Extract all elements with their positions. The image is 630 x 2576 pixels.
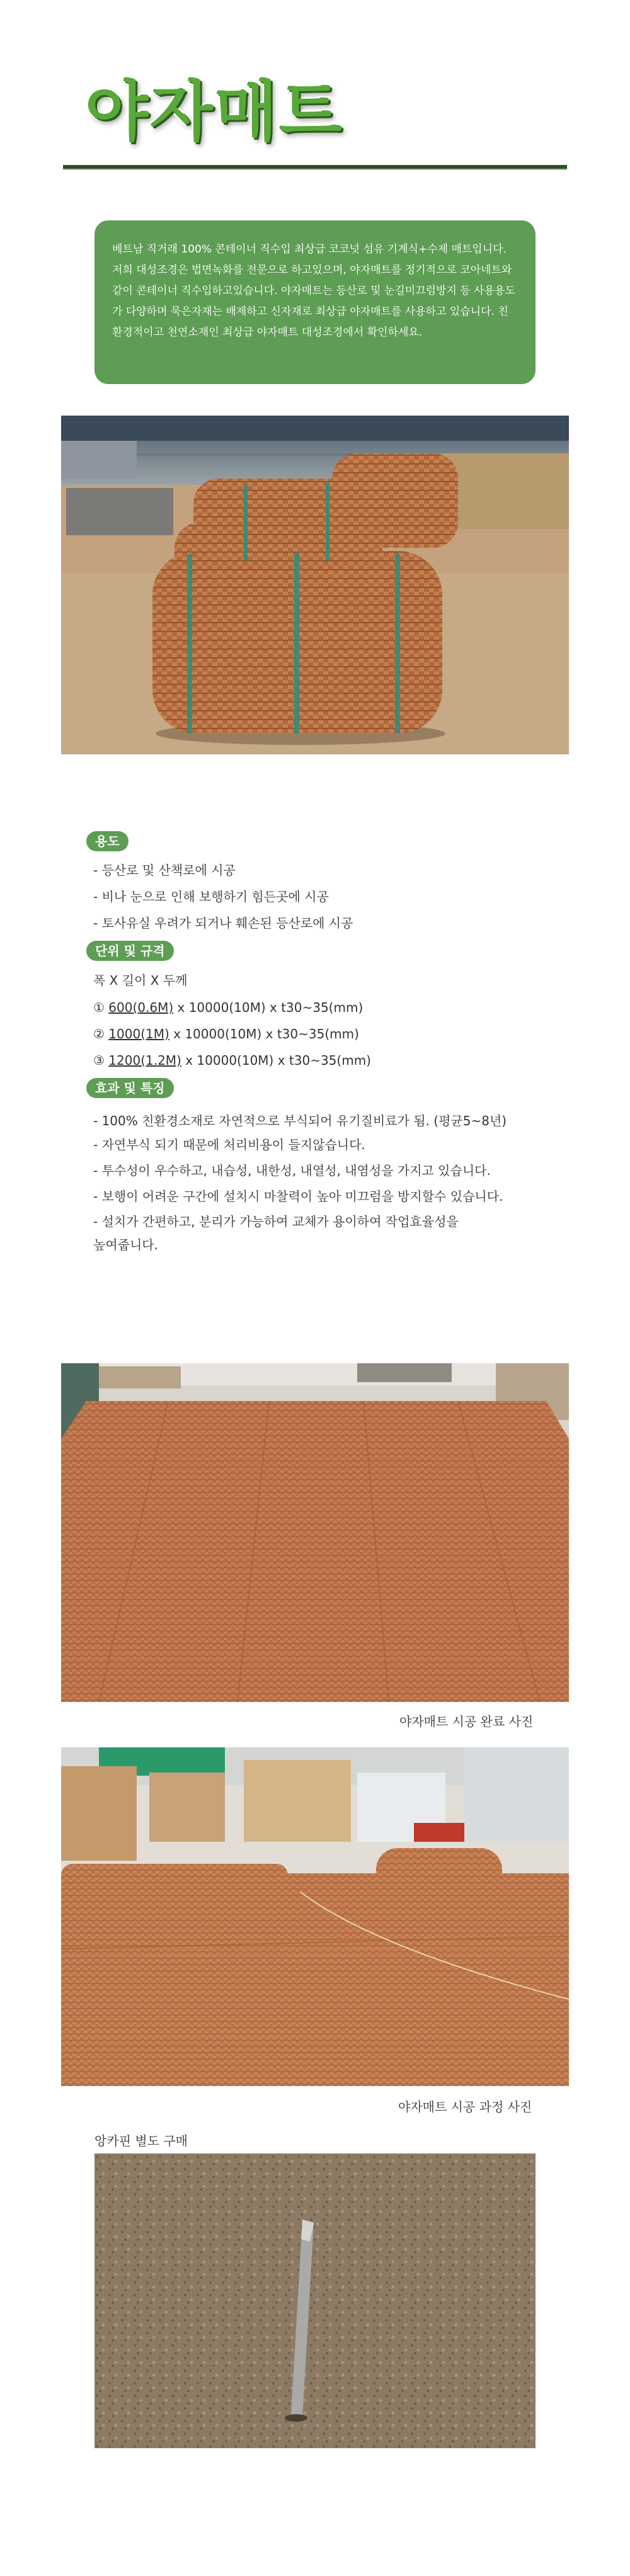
feature-item-4: - 보행이 어려운 구간에 설치시 마찰력이 높아 미끄럼을 방지할수 있습니다. [93,1189,503,1204]
rolled-mats-image [61,416,569,754]
feature-item-6: 높여줍니다. [93,1237,158,1252]
feature-item-3: - 투수성이 우수하고, 내습성, 내한성, 내열성, 내염성을 가지고 있습니다. [93,1163,491,1178]
spec-row-2 [93,1026,359,1041]
spec-row-num: ② [93,1026,105,1041]
feature-item-5: - 설치가 간편하고, 분리가 가능하여 교체가 용이하여 작업효율성을 [93,1214,459,1229]
usage-item-1: - 등산로 및 산책로에 시공 [93,863,236,878]
feature-item-1: - 100% 친환경소재로 자연적으로 부식되어 유기질비료가 됨. (평균5~8년) [93,1113,507,1128]
spec-row-num: ① [93,1000,105,1015]
installation-complete-image [61,1363,569,1702]
spec-row-width: 1000(1M) [108,1026,169,1041]
installation-complete-photo [61,1363,569,1702]
caption-installation-process: 야자매트 시공 과정 사진 [398,2099,532,2114]
page-title: 야자매트 [85,73,343,150]
usage-item-2: - 비나 눈으로 인해 보행하기 힘든곳에 시공 [93,889,329,904]
spec-row-rest: x 10000(10M) x t30~35(mm) [169,1026,359,1041]
spec-row-rest: x 10000(10M) x t30~35(mm) [181,1053,371,1068]
anchor-pin-label: 앙카핀 별도 구매 [94,2133,188,2148]
spec-row-width: 600(0.6M) [108,1000,174,1015]
feature-item-2: - 자연부식 되기 때문에 처리비용이 들지않습니다. [93,1137,365,1152]
intro-box [94,220,536,384]
rolled-mats-photo [61,416,569,754]
spec-badge: 단위 및 규격 [86,941,174,961]
anchor-pin-image [94,2153,536,2448]
installation-process-photo [61,1747,569,2086]
features-badge: 효과 및 특징 [86,1078,174,1098]
intro-text: 베트남 직거래 100% 콘테이너 직수입 최상급 코코넛 섬유 기계식+수제 매트입니다. 저희 대성조경은 법면녹화를 전문으로 하고있으며, 야자매트를 정기적으로 코아네트와 같이 콘테이너 직수입하고있습니다. 야자매트는 등산로 및 눈길미끄럼방지 등 사용용도가 다양하며 묵은자재는 배제하고 신자재로 최상급 야자매트를 사용하고 있습니다. 친환경적이고 천연소재인 최상급 야자매트 대성조경에서 확인하세요. [112,243,515,339]
spec-row-rest: x 10000(10M) x t30~35(mm) [173,1000,364,1015]
spec-row-width: 1200(1.2M) [108,1053,181,1068]
spec-row-num: ③ [93,1053,105,1068]
title-underline-highlight [63,169,567,170]
usage-item-3: - 토사유실 우려가 되거나 훼손된 등산로에 시공 [93,916,353,931]
anchor-pin-photo [94,2153,536,2448]
spec-header: 폭 X 길이 X 두께 [93,973,188,988]
usage-badge: 용도 [86,831,129,851]
caption-installation-complete: 야자매트 시공 완료 사진 [399,1714,534,1729]
spec-row-1 [93,1000,363,1015]
installation-process-image [61,1747,569,2086]
spec-row-3 [93,1053,371,1068]
